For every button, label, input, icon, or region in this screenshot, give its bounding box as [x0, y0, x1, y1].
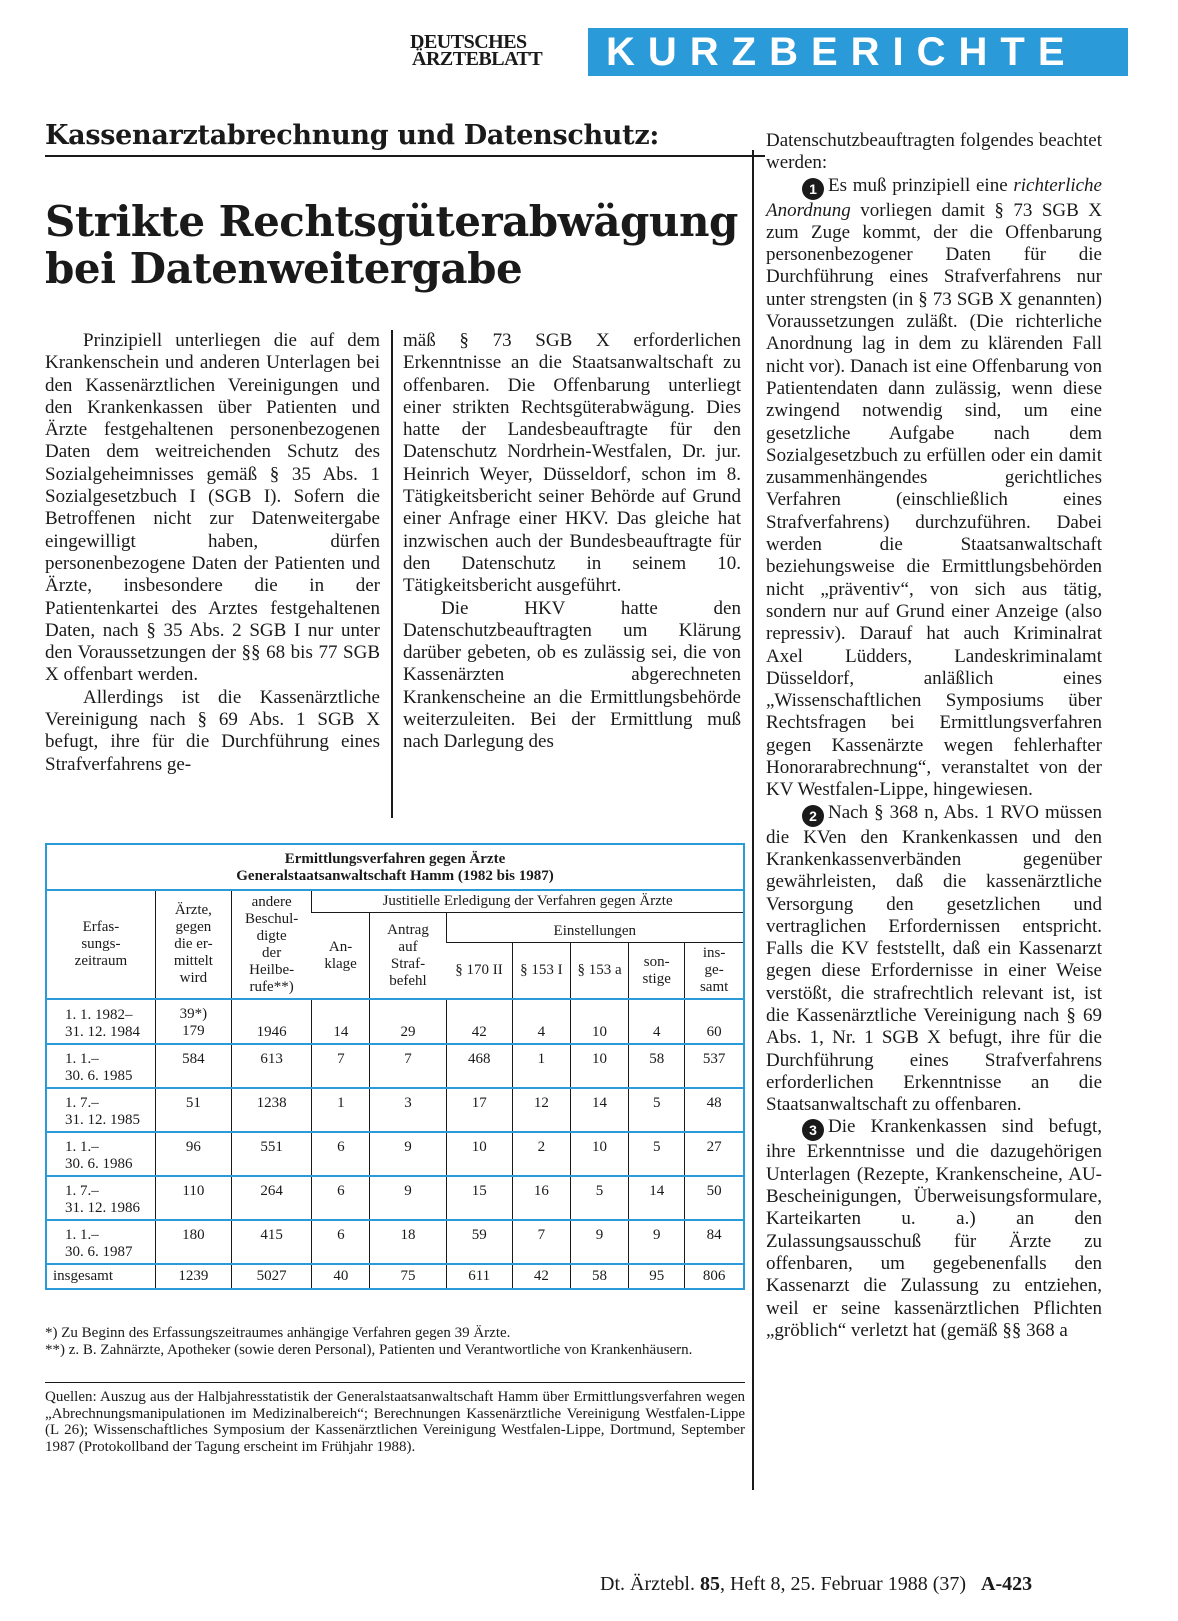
table-title-line1: Ermittlungsverfahren gegen Ärzte — [284, 851, 506, 867]
kicker-title: Kassenarztabrechnung und Datenschutz: — [45, 120, 765, 157]
paragraph: Allerdings ist die Kassenärztliche Vereinigung nach § 69 Abs. 1 SGB X befugt, ihre für die Durchführung eines Strafverfahrens ge- — [45, 686, 380, 775]
table-title — [47, 845, 743, 891]
item-text: Die Krankenkassen sind befugt, ihre Erkenntnisse und die dazugehörigen Unterlagen (Rezepte, Krankenscheine, AU-Bescheinigungen, Überweisungsformulare, Karteikarten u. a.) an den Zulassungsausschuß für Ärzte zu offenbaren, um gegebenenfalls den Kassenarzt die Zulassung zu entziehen, weil er seine kassenärztlichen Pflichten „gröblich“ verletzt hat (gemäß §§ 368 a — [766, 1116, 1102, 1341]
headline-line1: Strikte Rechtsgüterabwägung — [45, 197, 738, 246]
cell-insgesamt: 537 — [685, 1044, 743, 1088]
headline — [45, 198, 765, 292]
header-antrag: Antrag auf Straf- befehl — [370, 913, 446, 1000]
cell-andere: 551 — [232, 1132, 312, 1176]
cell-s153a: 10 — [570, 999, 628, 1044]
item-text: Nach § 368 n, Abs. 1 RVO müssen die KVen den Krankenkassen und den Krankenkassenverbänden gegenüber gewährleisten, daß die kassenärztliche Versorgung den gesetzlichen und vertraglichen Erfordernissen entspricht. Falls die KV feststellt, daß ein Kassenarzt gegen diese Erfordernisse in einer Weise verstößt, die strafrechtlich relevant ist, ist die Kassenärztliche Vereinigung nach § 69 Abs. 1, Nr. 1 SGB X befugt, ihre für die Durchführung eines Strafverfahrens erforderlichen Erkenntnisse an die Staatsanwaltschaft zu offenbaren. — [766, 801, 1102, 1116]
cell-andere: 613 — [232, 1044, 312, 1088]
cell-total-sonstige: 95 — [629, 1264, 685, 1288]
cell-anklage: 6 — [312, 1132, 370, 1176]
cell-anklage: 1 — [312, 1088, 370, 1132]
cell-insgesamt: 50 — [685, 1176, 743, 1220]
header-aerzte: Ärzte, gegen die er- mittelt wird — [155, 891, 231, 999]
masthead — [400, 22, 1140, 80]
number-badge-3: 3 — [802, 1119, 824, 1141]
footer-page: A-423 — [981, 1573, 1033, 1595]
cell-period: 1. 7.– 31. 12. 1985 — [47, 1088, 155, 1132]
table-total-row — [47, 1264, 743, 1288]
cell-antrag: 18 — [370, 1220, 446, 1264]
cell-total-insgesamt: 806 — [685, 1264, 743, 1288]
cell-aerzte: 180 — [155, 1220, 231, 1264]
cell-anklage: 7 — [312, 1044, 370, 1088]
item-italic: richterliche Anordnung — [766, 174, 1102, 221]
table-footnotes — [45, 1325, 745, 1359]
cell-antrag: 7 — [370, 1044, 446, 1088]
cell-total-antrag: 75 — [370, 1264, 446, 1288]
paragraph: Prinzipiell unterliegen die auf dem Krankenschein und anderen Unterlagen bei den Kassenärztlichen Vereinigungen und den Krankenkassen über Patienten und Ärzte festgehaltenen personenbezogenen Daten dem weitreichenden Schutz des Sozialgeheimnisses gemäß § 35 Abs. 1 Sozialgesetzbuch I (SGB I). Sofern die Betroffenen nicht zur Datenweitergabe eingewilligt haben, dürfen personenbezogene Daten der Patienten und Ärzte, insbesondere die in der Patientenkartei des Arztes festgehaltenen Daten, nach § 35 Abs. 2 SGB I nur unter den Voraussetzungen der §§ 68 bis 77 SGB X offenbart werden. — [45, 330, 380, 686]
cell-sonstige: 5 — [629, 1088, 685, 1132]
footnote-2: **) z. B. Zahnärzte, Apotheker (sowie deren Personal), Patienten und Verantwortliche von Krankenhäusern. — [45, 1342, 693, 1358]
article-column-1 — [45, 330, 380, 776]
cell-s170: 10 — [446, 1132, 512, 1176]
cell-total-andere: 5027 — [232, 1264, 312, 1288]
cell-total-aerzte: 1239 — [155, 1264, 231, 1288]
footer-journal: Dt. Ärztebl. — [600, 1573, 700, 1595]
cell-antrag: 9 — [370, 1132, 446, 1176]
cell-period: 1. 1.– 30. 6. 1985 — [47, 1044, 155, 1088]
header-153a: § 153 a — [570, 943, 628, 1000]
cell-period: 1. 1.– 30. 6. 1987 — [47, 1220, 155, 1264]
cell-andere: 1946 — [232, 999, 312, 1044]
article-column-3 — [766, 130, 1102, 1342]
cell-total-s153: 42 — [512, 1264, 570, 1288]
cell-s153a: 9 — [570, 1220, 628, 1264]
table-grid — [47, 891, 743, 1288]
cell-insgesamt: 48 — [685, 1088, 743, 1132]
logo-line2: ÄRZTEBLATT — [412, 48, 543, 70]
cell-insgesamt: 84 — [685, 1220, 743, 1264]
journal-logo — [410, 31, 543, 70]
cell-s153a: 10 — [570, 1132, 628, 1176]
cell-sonstige: 5 — [629, 1132, 685, 1176]
footer-volume: 85 — [699, 1573, 720, 1595]
cell-period: 1. 7.– 31. 12. 1986 — [47, 1176, 155, 1220]
column-rule — [391, 330, 393, 818]
paragraph: mäß § 73 SGB X erforderlichen Erkenntnisse an die Staatsanwaltschaft zu offenbaren. Die Offenbarung unterliegt einer strikten Rechtsgüterabwägung. Dies hatte der Landesbeauftragte für den Datenschutz Nordrhein-Westfalen, Dr. jur. Heinrich Weyer, Düsseldorf, schon im 8. Tätigkeitsbericht seiner Behörde auf Grund einer Anfrage einer HKV. Das gleiche hat inzwischen auch der Bundesbeauftragte für den Datenschutz in seinem 10. Tätigkeitsbericht ausgeführt. — [403, 330, 741, 597]
paragraph: Datenschutzbeauftragten folgendes beachtet werden: — [766, 130, 1102, 174]
cell-aerzte: 96 — [155, 1132, 231, 1176]
cell-sonstige: 4 — [629, 999, 685, 1044]
cell-s153: 1 — [512, 1044, 570, 1088]
table-row — [47, 1088, 743, 1132]
header-period: Erfas- sungs- zeitraum — [74, 919, 128, 969]
table-sources: Quellen: Auszug aus der Halbjahresstatistik der Generalstaatsanwaltschaft Hamm über Ermittlungsverfahren wegen „Abrechnungsmanipulationen im Medizinalbereich“; Berechnungen Kassenärztliche Vereinigung Westfalen-Lippe (L 26); Wissenschaftliches Symposium der Kassenärztlichen Vereinigung Westfalen-Lippe, Dortmund, September 1987 (Protokollband der Tagung erscheint im Frühjahr 1988). — [45, 1382, 745, 1455]
item-text: vorliegen damit § 73 SGB X zum Zuge kommt, der die Offenbarung personenbezogener Daten für die Durchführung eines Strafverfahrens nur unter strengsten (in § 73 SGB X genannten) Voraussetzungen zuläßt. (Die richterliche Anordnung lag in dem zu klärenden Fall nicht vor). Danach ist eine Offenbarung von Patientendaten dann zulässig, wenn diese zwingend notwendig sind, um eine gesetzliche Aufgabe nach dem Sozialgesetzbuch zu erfüllen oder ein damit zusammenhängendes gerichtliches Verfahren (einschließlich eines Strafverfahrens) durchzuführen. Dabei werden die Staatsanwaltschaft beziehungsweise die Ermittlungsbehörden nicht „präventiv“, von sich aus tätig, sondern nur auf Grund einer Anzeige (also repressiv). Darauf hat auch Kriminalrat Axel Lüdders, Landeskriminalamt Düsseldorf, anläßlich eines „Wissenschaftlichen Symposiums über Rechtsfragen bei Ermittlungsverfahren gegen Kassenärzte wegen fehlerhafter Honorarabrechnung“, veranstaltet von der KV Westfalen-Lippe, hingewiesen. — [766, 199, 1102, 801]
cell-period: 1. 1. 1982– 31. 12. 1984 — [47, 999, 155, 1044]
table-row — [47, 1132, 743, 1176]
header-einstellungen: Einstellungen — [446, 913, 743, 943]
cell-total-s170: 611 — [446, 1264, 512, 1288]
table-title-line2: Generalstaatsanwaltschaft Hamm (1982 bis 1987) — [236, 868, 554, 884]
item-text: Es muß prinzipiell eine — [828, 174, 1014, 196]
statistics-table — [45, 843, 745, 1290]
cell-andere: 1238 — [232, 1088, 312, 1132]
cell-total-s153a: 58 — [570, 1264, 628, 1288]
logo-line1: DEUTSCHES — [410, 31, 527, 53]
cell-value: 179 — [182, 1023, 205, 1039]
cell-aerzte: 51 — [155, 1088, 231, 1132]
cell-anklage: 6 — [312, 1176, 370, 1220]
article-column-2 — [403, 330, 741, 754]
header-170: § 170 II — [455, 962, 503, 978]
header-andere: andere Beschul- digte der Heilbe- rufe**) — [232, 891, 312, 999]
cell-sonstige: 14 — [629, 1176, 685, 1220]
header-insgesamt: ins- ge- samt — [685, 943, 743, 1000]
cell-s170: 17 — [446, 1088, 512, 1132]
cell-s170: 15 — [446, 1176, 512, 1220]
cell-aerzte: 584 — [155, 1044, 231, 1088]
cell-total-anklage: 40 — [312, 1264, 370, 1288]
cell-s153: 2 — [512, 1132, 570, 1176]
header-sonstige: son- stige — [629, 943, 685, 1000]
cell-s153a: 14 — [570, 1088, 628, 1132]
cell-s153: 12 — [512, 1088, 570, 1132]
cell-insgesamt: 60 — [685, 999, 743, 1044]
cell-anklage: 6 — [312, 1220, 370, 1264]
section-banner: KURZBERICHTE — [588, 28, 1128, 76]
cell-total-label: insgesamt — [47, 1264, 155, 1288]
footnote-1: *) Zu Beginn des Erfassungszeitraumes anhängige Verfahren gegen 39 Ärzte. — [45, 1325, 511, 1341]
cell-s153: 7 — [512, 1220, 570, 1264]
footer-issue: , Heft 8, 25. Februar 1988 (37) — [719, 1573, 967, 1595]
list-item — [766, 1116, 1102, 1342]
cell-s170: 468 — [446, 1044, 512, 1088]
cell-s153a: 10 — [570, 1044, 628, 1088]
table-row — [47, 1044, 743, 1088]
cell-insgesamt: 27 — [685, 1132, 743, 1176]
cell-anklage: 14 — [312, 999, 370, 1044]
paragraph: Die HKV hatte den Datenschutzbeauftragten um Klärung darüber gebeten, ob es zulässig sei, die von Kassenärzten abgerechneten Krankenscheine an die Ermittlungsbehörde weiterzuleiten. Bei der Ermittlung muß nach Darlegung des — [403, 597, 741, 753]
cell-aerzte — [155, 999, 231, 1044]
column-rule — [752, 150, 754, 1490]
cell-aerzte: 110 — [155, 1176, 231, 1220]
header-153: § 153 I — [512, 943, 570, 1000]
list-item — [766, 802, 1102, 1117]
table-row — [47, 1176, 743, 1220]
list-item — [766, 175, 1102, 802]
cell-andere: 415 — [232, 1220, 312, 1264]
cell-antrag: 3 — [370, 1088, 446, 1132]
cell-s153: 4 — [512, 999, 570, 1044]
table-row — [47, 1220, 743, 1264]
page-footer — [600, 1573, 1120, 1596]
cell-antrag: 9 — [370, 1176, 446, 1220]
number-badge-2: 2 — [802, 805, 824, 827]
table-row — [47, 999, 743, 1044]
header-anklage: An- klage — [324, 938, 357, 972]
cell-s153: 16 — [512, 1176, 570, 1220]
cell-period: 1. 1.– 30. 6. 1986 — [47, 1132, 155, 1176]
number-badge-1: 1 — [802, 178, 824, 200]
headline-line2: bei Datenweitergabe — [45, 244, 523, 293]
header-justiz: Justitielle Erledigung der Verfahren gegen Ärzte — [312, 891, 743, 913]
cell-sonstige: 9 — [629, 1220, 685, 1264]
cell-antrag: 29 — [370, 999, 446, 1044]
cell-s170: 42 — [446, 999, 512, 1044]
cell-sonstige: 58 — [629, 1044, 685, 1088]
cell-pre-note: 39*) — [179, 1006, 208, 1022]
cell-s153a: 5 — [570, 1176, 628, 1220]
cell-s170: 59 — [446, 1220, 512, 1264]
cell-andere: 264 — [232, 1176, 312, 1220]
